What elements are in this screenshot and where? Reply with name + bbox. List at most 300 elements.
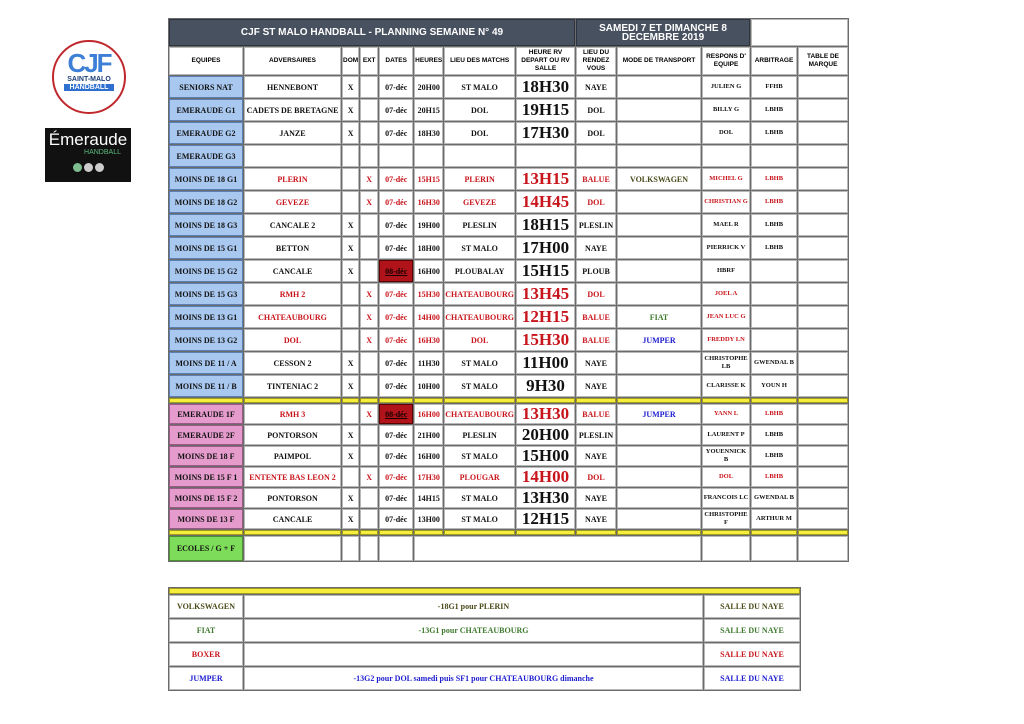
scorer-table-cell [798,237,848,259]
header-team: EQUIPES [169,47,243,75]
scorer-table-cell [798,168,848,190]
manager-cell: LAURENT P [702,425,750,445]
scorer-table-cell [798,467,848,487]
date-cell: 07-déc [379,352,413,374]
meeting-time-cell: 15H15 [516,260,575,282]
transport-cell [617,283,701,305]
away-cell: X [360,191,378,213]
opponent-cell: DOL [244,329,341,351]
manager-cell: JULIEN G [702,76,750,98]
venue-cell: GEVEZE [444,191,515,213]
date-title: SAMEDI 7 ET DIMANCHE 8 DECEMBRE 2019 [576,19,750,46]
venue-cell: PLESLIN [444,214,515,236]
separator [169,398,243,403]
departure-place-cell: SALLE DU NAYE [704,619,800,642]
opponent-cell: CANCALE [244,509,341,529]
meeting-time-cell: 12H15 [516,509,575,529]
meeting-time-cell: 20H00 [516,425,575,445]
date-cell: 07-déc [379,329,413,351]
separator [516,530,575,535]
time-cell: 16H30 [414,329,443,351]
vehicle-cell: BOXER [169,643,243,666]
date-cell: 07-déc [379,375,413,397]
separator [444,530,515,535]
assignment-cell: -13G1 pour CHATEAUBOURG [244,619,703,642]
away-cell [360,425,378,445]
meeting-place-cell: NAYE [576,446,616,466]
legend-row [169,643,800,666]
date-cell: 07-déc [379,76,413,98]
venue-cell: DOL [444,329,515,351]
separator-row [169,530,848,535]
assignment-cell [244,643,703,666]
opponent-cell: PLERIN [244,168,341,190]
separator-row [169,398,848,403]
team-cell: MOINS DE 18 G2 [169,191,243,213]
separator [576,398,616,403]
meeting-time-cell: 9H30 [516,375,575,397]
meeting-time-cell: 15H30 [516,329,575,351]
meeting-place-cell [576,145,616,167]
opponent-cell: JANZE [244,122,341,144]
departure-place-cell: SALLE DU NAYE [704,643,800,666]
meeting-place-cell: BALUE [576,168,616,190]
manager-cell: YOUENNICK B [702,446,750,466]
date-cell: 07-déc [379,283,413,305]
away-cell: X [360,404,378,424]
venue-cell: ST MALO [444,375,515,397]
team-cell: EMERAUDE 1F [169,404,243,424]
opponent-cell: GEVEZE [244,191,341,213]
time-cell: 13H00 [414,509,443,529]
meeting-place-cell: BALUE [576,329,616,351]
header-meeting-place: LIEU DU RENDEZ VOUS [576,47,616,75]
highlighted-date: 08-déc [385,266,408,276]
scorer-table-cell [798,352,848,374]
vehicle-cell: VOLKSWAGEN [169,595,243,618]
venue-cell: ST MALO [444,237,515,259]
referee-cell [751,260,797,282]
table-row [169,168,848,190]
time-cell: 17H30 [414,467,443,487]
referee-cell [751,283,797,305]
transport-cell: FIAT [617,306,701,328]
meeting-time-cell: 13H30 [516,488,575,508]
time-cell: 16H00 [414,260,443,282]
scorer-table-cell [798,488,848,508]
table-row [169,260,848,282]
opponent-cell: BETTON [244,237,341,259]
emeraude-handball-logo: Émeraude HANDBALL [45,128,131,182]
separator [617,398,701,403]
venue-cell: ST MALO [444,352,515,374]
meeting-place-cell: NAYE [576,509,616,529]
venue-cell: ST MALO [444,509,515,529]
venue-cell: CHATEAUBOURG [444,404,515,424]
separator [702,530,750,535]
empty-cell [751,536,797,561]
manager-cell: FREDDY LN [702,329,750,351]
home-cell: X [342,76,359,98]
assignment-cell: -18G1 pour PLERIN [244,595,703,618]
venue-cell: ST MALO [444,76,515,98]
separator [798,530,848,535]
team-cell: MOINS DE 18 G3 [169,214,243,236]
home-cell: X [342,488,359,508]
meeting-place-cell: PLOUB [576,260,616,282]
date-cell: 07-déc [379,99,413,121]
table-row [169,536,848,561]
opponent-cell: CADETS DE BRETAGNE [244,99,341,121]
venue-cell: PLESLIN [444,425,515,445]
header-transport: MODE DE TRANSPORT [617,47,701,75]
opponent-cell: CHATEAUBOURG [244,306,341,328]
table-row [169,509,848,529]
empty-cell [414,536,701,561]
home-cell [342,191,359,213]
legend-row [169,619,800,642]
team-cell: EMERAUDE 2F [169,425,243,445]
team-cell: MOINS DE 13 F [169,509,243,529]
transport-legend-table [168,587,801,691]
highlighted-date: 08-déc [385,409,408,419]
date-cell: 07-déc [379,168,413,190]
meeting-time-cell: 13H45 [516,283,575,305]
scorer-table-cell [798,306,848,328]
separator [617,530,701,535]
transport-cell [617,214,701,236]
away-cell [360,237,378,259]
venue-cell: PLOUGAR [444,467,515,487]
meeting-time-cell: 12H15 [516,306,575,328]
referee-cell [751,329,797,351]
manager-cell: YANN L [702,404,750,424]
departure-place-cell: SALLE DU NAYE [704,595,800,618]
meeting-place-cell: NAYE [576,237,616,259]
table-row [169,467,848,487]
opponent-cell: CANCALE 2 [244,214,341,236]
departure-place-cell: SALLE DU NAYE [704,667,800,690]
meeting-place-cell: DOL [576,191,616,213]
manager-cell: JEAN LUC G [702,306,750,328]
time-cell: 18H00 [414,237,443,259]
referee-cell: LBHB [751,168,797,190]
manager-cell: CHRISTOPHE F [702,509,750,529]
transport-cell [617,467,701,487]
separator [360,398,378,403]
table-row [169,283,848,305]
empty-cell [342,536,359,561]
scorer-table-cell [798,260,848,282]
opponent-cell: PONTORSON [244,425,341,445]
transport-cell [617,425,701,445]
away-cell [360,509,378,529]
cjf-saint-malo-logo: CJF SAINT-MALO HANDBALL [52,40,126,114]
team-cell: MOINS DE 15 F 1 [169,467,243,487]
separator [169,588,800,594]
meeting-time-cell: 14H00 [516,467,575,487]
date-cell: 07-déc [379,467,413,487]
manager-cell: DOL [702,467,750,487]
meeting-place-cell: BALUE [576,404,616,424]
transport-cell [617,76,701,98]
home-cell [342,168,359,190]
away-cell: X [360,329,378,351]
meeting-time-cell: 11H00 [516,352,575,374]
scorer-table-cell [798,145,848,167]
referee-cell: LBHB [751,99,797,121]
separator [169,530,243,535]
header-time: HEURES [414,47,443,75]
meeting-place-cell: NAYE [576,76,616,98]
away-cell [360,122,378,144]
scorer-table-cell [798,404,848,424]
meeting-place-cell: PLESLIN [576,214,616,236]
header-home: DOM [342,47,359,75]
referee-cell: LBHB [751,191,797,213]
venue-cell: CHATEAUBOURG [444,283,515,305]
table-row [169,76,848,98]
away-cell [360,76,378,98]
team-cell: EMERAUDE G3 [169,145,243,167]
referee-cell: YOUN H [751,375,797,397]
referee-cell: LBHB [751,467,797,487]
meeting-time-cell: 18H30 [516,76,575,98]
home-cell: X [342,425,359,445]
meeting-time-cell: 14H45 [516,191,575,213]
home-cell [342,467,359,487]
vehicle-cell: FIAT [169,619,243,642]
transport-cell [617,122,701,144]
separator [414,530,443,535]
date-cell: 07-déc [379,509,413,529]
team-cell: EMERAUDE G2 [169,122,243,144]
table-row [169,191,848,213]
scorer-table-cell [798,99,848,121]
away-cell: X [360,467,378,487]
separator [342,530,359,535]
opponent-cell: CESSON 2 [244,352,341,374]
home-cell [342,306,359,328]
separator [244,530,341,535]
venue-cell: ST MALO [444,488,515,508]
assignment-cell: -13G2 pour DOL samedi puis SF1 pour CHATEAUBOURG dimanche [244,667,703,690]
date-cell [379,404,413,424]
away-cell [360,352,378,374]
away-cell: X [360,306,378,328]
venue-cell: PLOUBALAY [444,260,515,282]
opponent-cell: PAIMPOL [244,446,341,466]
venue-cell: PLERIN [444,168,515,190]
date-cell: 07-déc [379,446,413,466]
team-cell: MOINS DE 18 G1 [169,168,243,190]
scorer-table-cell [798,214,848,236]
meeting-time-cell: 17H00 [516,237,575,259]
time-cell: 21H00 [414,425,443,445]
meeting-time-cell: 15H00 [516,446,575,466]
empty-cell [360,536,378,561]
team-cell: EMERAUDE G1 [169,99,243,121]
away-cell [360,214,378,236]
manager-cell [702,145,750,167]
away-cell [360,260,378,282]
empty-title-cell [751,19,848,46]
time-cell: 19H00 [414,214,443,236]
separator [798,398,848,403]
scorer-table-cell [798,122,848,144]
manager-cell: DOL [702,122,750,144]
table-row [169,425,848,445]
manager-cell: FRANCOIS LC [702,488,750,508]
meeting-place-cell: DOL [576,99,616,121]
time-cell: 14H15 [414,488,443,508]
away-cell [360,488,378,508]
team-cell: MOINS DE 15 G2 [169,260,243,282]
header-away: EXT [360,47,378,75]
home-cell: X [342,122,359,144]
table-row [169,99,848,121]
referee-cell: GWENDAL B [751,488,797,508]
date-cell: 07-déc [379,306,413,328]
referee-cell: FFHB [751,76,797,98]
scorer-table-cell [798,191,848,213]
time-cell: 16H30 [414,191,443,213]
time-cell [414,145,443,167]
team-cell: MOINS DE 15 G3 [169,283,243,305]
header-venue: LIEU DES MATCHS [444,47,515,75]
time-cell: 10H00 [414,375,443,397]
scorer-table-cell [798,329,848,351]
date-cell: 07-déc [379,488,413,508]
empty-cell [379,536,413,561]
referee-cell: LBHB [751,214,797,236]
date-cell [379,145,413,167]
vehicle-cell: JUMPER [169,667,243,690]
meeting-time-cell: 19H15 [516,99,575,121]
venue-cell: CHATEAUBOURG [444,306,515,328]
venue-cell: ST MALO [444,446,515,466]
referee-cell: GWENDAL B [751,352,797,374]
table-row [169,375,848,397]
scorer-table-cell [798,509,848,529]
table-row [169,352,848,374]
meeting-place-cell: NAYE [576,488,616,508]
referee-cell: LBHB [751,122,797,144]
date-cell: 07-déc [379,214,413,236]
referee-cell [751,145,797,167]
scorer-table-cell [798,375,848,397]
home-cell [342,329,359,351]
opponent-cell: PONTORSON [244,488,341,508]
venue-cell: DOL [444,99,515,121]
separator [379,398,413,403]
legend-row [169,667,800,690]
date-cell: 07-déc [379,425,413,445]
home-cell: X [342,99,359,121]
separator [342,398,359,403]
away-cell: X [360,283,378,305]
separator [751,398,797,403]
table-row [169,122,848,144]
transport-cell [617,145,701,167]
home-cell: X [342,214,359,236]
home-cell [342,145,359,167]
home-cell: X [342,237,359,259]
time-cell: 16H00 [414,404,443,424]
transport-cell [617,191,701,213]
header-manager: RESPONS D' EQUIPE [702,47,750,75]
transport-cell [617,237,701,259]
manager-cell: MICHEL G [702,168,750,190]
away-cell [360,99,378,121]
time-cell: 16H00 [414,446,443,466]
separator [244,398,341,403]
scorer-table-cell [798,76,848,98]
away-cell [360,446,378,466]
manager-cell: CLARISSE K [702,375,750,397]
transport-cell [617,260,701,282]
away-cell [360,375,378,397]
meeting-place-cell: DOL [576,467,616,487]
table-row [169,145,848,167]
separator [702,398,750,403]
opponent-cell: RMH 2 [244,283,341,305]
table-row [169,446,848,466]
team-cell: MOINS DE 13 G1 [169,306,243,328]
manager-cell: BILLY G [702,99,750,121]
separator [379,530,413,535]
transport-cell [617,488,701,508]
meeting-time-cell: 18H15 [516,214,575,236]
time-cell: 14H00 [414,306,443,328]
home-cell: X [342,375,359,397]
manager-cell: CHRISTIAN G [702,191,750,213]
away-cell: X [360,168,378,190]
opponent-cell: ENTENTE BAS LEON 2 [244,467,341,487]
header-referee: ARBITRAGE [751,47,797,75]
home-cell: X [342,260,359,282]
meeting-place-cell: BALUE [576,306,616,328]
venue-cell [444,145,515,167]
transport-cell [617,509,701,529]
table-row [169,306,848,328]
date-cell: 07-déc [379,191,413,213]
scorer-table-cell [798,283,848,305]
manager-cell: PIERRICK V [702,237,750,259]
transport-cell: VOLKSWAGEN [617,168,701,190]
scorer-table-cell [798,446,848,466]
opponent-cell: RMH 3 [244,404,341,424]
time-cell: 18H30 [414,122,443,144]
transport-cell [617,446,701,466]
home-cell: X [342,352,359,374]
time-cell: 11H30 [414,352,443,374]
separator [444,398,515,403]
date-cell: 07-déc [379,122,413,144]
opponent-cell: CANCALE [244,260,341,282]
time-cell: 20H00 [414,76,443,98]
referee-cell: LBHB [751,404,797,424]
header-date: DATES [379,47,413,75]
manager-cell: CHRISTOPHE LB [702,352,750,374]
date-cell [379,260,413,282]
referee-cell: ARTHUR M [751,509,797,529]
referee-cell: LBHB [751,425,797,445]
transport-cell [617,352,701,374]
team-cell: MOINS DE 11 / B [169,375,243,397]
separator [414,398,443,403]
opponent-cell: TINTENIAC 2 [244,375,341,397]
